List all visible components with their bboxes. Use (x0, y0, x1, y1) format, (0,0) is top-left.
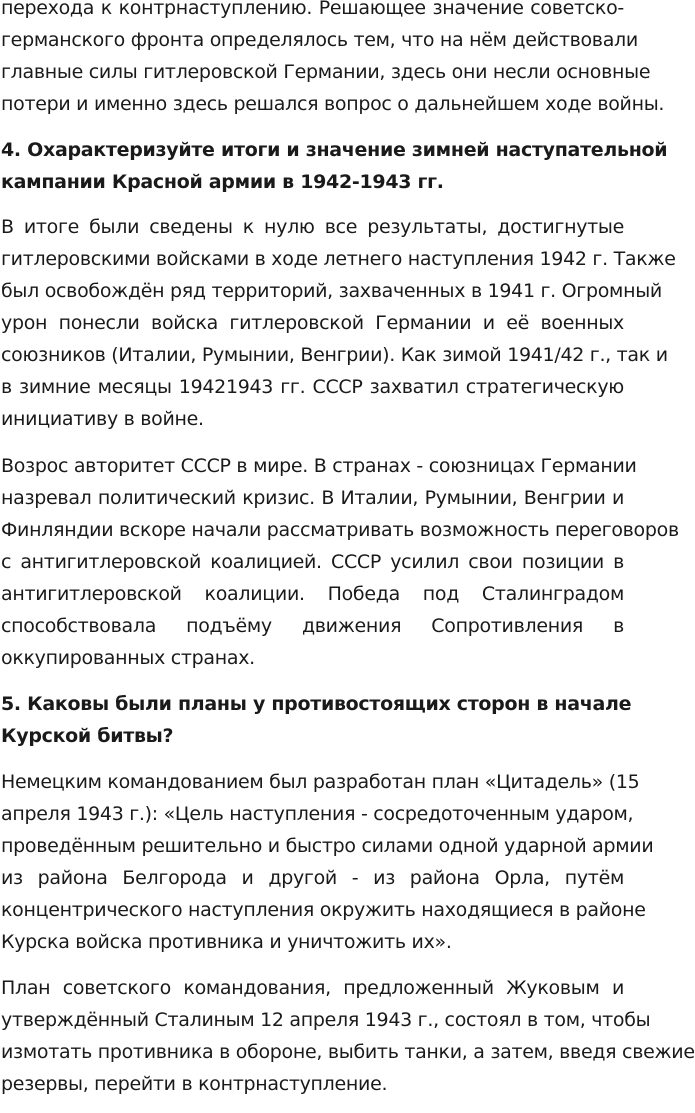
text-line: Возрос авторитет СССР в мире. В странах - союзницах Германии (1, 455, 637, 477)
text-line: германского фронта определялось тем, что на нём действовали (1, 29, 638, 51)
text-line: Курска войска противника и уничтожить их». (1, 931, 452, 953)
text-line: План советского командования, предложенный Жуковым и (1, 977, 624, 999)
text-line: способствовала подъёму движения Сопротивления в (1, 615, 624, 637)
text-line: измотать противника в обороне, выбить танки, а затем, введя свежие (1, 1041, 695, 1063)
text-line: концентрического наступления окружить находящиеся в районе (1, 899, 646, 921)
text-line: в зимние месяцы 19421943 гг. СССР захватил стратегическую (1, 376, 624, 398)
text-line: с антигитлеровской коалицией. СССР усилил свои позиции в (1, 551, 624, 573)
text-line: был освобождён ряд территорий, захваченных в 1941 г. Огромный (1, 280, 662, 302)
text-line: урон понесли войска гитлеровской Германии и её военных (1, 312, 624, 334)
text-line: потери и именно здесь решался вопрос о дальнейшем ходе войны. (1, 93, 665, 115)
text-line: оккупированных странах. (1, 647, 255, 669)
text-line: В итоге были сведены к нулю все результаты, достигнутые (1, 216, 624, 238)
text-line: резервы, перейти в контрнаступление. (1, 1073, 388, 1095)
heading-line: 4. Охарактеризуйте итоги и значение зимней наступательной (1, 139, 668, 161)
text-line: проведённым решительно и быстро силами одной ударной армии (1, 835, 654, 857)
text-line: антигитлеровской коалиции. Победа под Сталинградом (1, 583, 624, 605)
text-line: назревал политический кризис. В Италии, Румынии, Венгрии и (1, 487, 624, 509)
heading-line: 5. Каковы были планы у противостоящих сторон в начале (1, 693, 632, 715)
text-line: гитлеровскими войсками в ходе летнего наступления 1942 г. Также (1, 248, 676, 270)
text-line: Немецким командованием был разработан план «Цитадель» (15 (1, 771, 640, 793)
text-line: утверждённый Сталиным 12 апреля 1943 г., состоял в том, чтобы (1, 1009, 651, 1031)
text-line: инициативу в войне. (1, 408, 204, 430)
text-line: перехода к контрнаступлению. Решающее значение советско- (1, 0, 624, 19)
text-line: апреля 1943 г.): «Цель наступления - сосредоточенным ударом, (1, 803, 634, 825)
text-line: из района Белгорода и другой - из района Орла, путём (1, 867, 624, 889)
text-line: Финляндии вскоре начали рассматривать возможность переговоров (1, 519, 679, 541)
text-line: союзников (Италии, Румынии, Венгрии). Как зимой 1941/42 г., так и (1, 344, 668, 366)
text-line: главные силы гитлеровской Германии, здесь они несли основные (1, 61, 651, 83)
heading-line: кампании Красной армии в 1942-1943 гг. (1, 171, 444, 193)
heading-line: Курской битвы? (1, 725, 174, 747)
